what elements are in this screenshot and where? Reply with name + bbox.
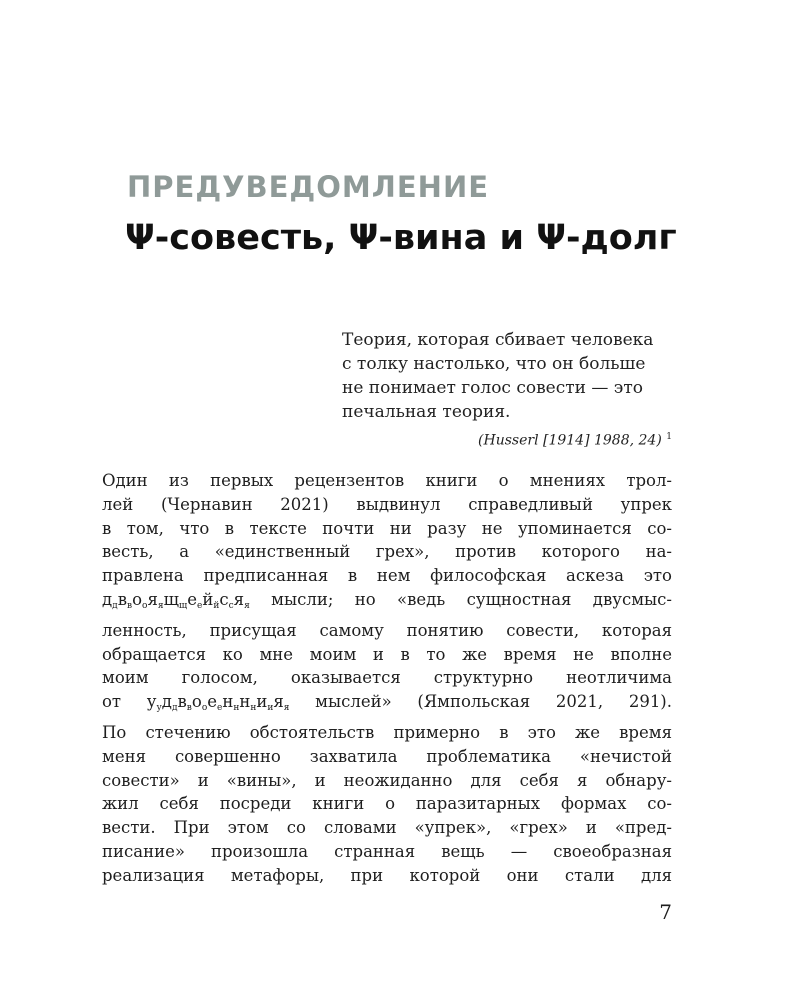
chapter-title: Ψ-совесть, Ψ-вина и Ψ-долг [125, 218, 677, 258]
body-line: По стечению обстоятельств примерно в это же время [102, 722, 672, 742]
body-line: Один из первых рецензентов книги о мнениях трол- [102, 471, 672, 490]
body-line: в том, что в тексте почти ни разу не упоминается со- [102, 518, 672, 538]
body-line-spaced-2: от $у_уд_дв_во_ое_ен_нн_ни_ия_я$ мыслей» (Ямпольская 2021, 291). [102, 692, 672, 714]
page-number: 7 [659, 900, 672, 924]
body-line: ленность, присущая самому понятию совести, которая [102, 620, 672, 640]
body-line: правлена предписанная в нем философская аскеза это [102, 566, 672, 586]
spaced-word-1: $д_дв_во_оя_ящ_ще_ей_йс_ся_я$ [102, 589, 250, 611]
body-line: моим голосом, оказывается структурно неотличима [102, 668, 672, 688]
body-line: меня совершенно захватила проблематика «нечистой [102, 746, 672, 766]
spaced-word-2: $у_уд_дв_во_ое_ен_нн_ни_ия_я$ [146, 692, 290, 714]
body-line: лей (Чернавин 2021) выдвинул справедливый упрек [102, 494, 672, 514]
epigraph-line: не понимает голос совести — это [342, 378, 643, 398]
epigraph [342, 328, 672, 452]
body-line: весть, а «единственный грех», против которого на- [102, 542, 672, 562]
epigraph-line: с толку настолько, что он больше [342, 354, 646, 374]
epigraph-citation: (Husserl [1914] 1988, 24) [478, 432, 662, 449]
body-text [102, 469, 672, 888]
epigraph-source [342, 426, 672, 452]
body-line: писание» произошла странная вещь — своеобразная [102, 841, 672, 861]
body-line-spaced-1: $д_дв_во_оя_ящ_ще_ей_йс_ся_я$ мысли; но «ведь сущностная двусмыс- [102, 589, 672, 611]
body-line: обращается ко мне моим и в то же время не вполне [102, 644, 672, 664]
footnote-mark[interactable]: 1 [666, 432, 672, 442]
body-line: вести. При этом со словами «упрек», «грех» и «пред- [102, 818, 672, 838]
epigraph-line: Теория, которая сбивает человека [342, 330, 654, 350]
body-line: реализация метафоры, при которой они стали для [102, 865, 672, 885]
section-label: ПРЕДУВЕДОМЛЕНИЕ [127, 170, 490, 204]
epigraph-line: печальная теория. [342, 402, 511, 422]
body-line: совести» и «вины», и неожиданно для себя я обнару- [102, 770, 672, 790]
body-line: жил себя посреди книги о паразитарных формах со- [102, 794, 672, 814]
